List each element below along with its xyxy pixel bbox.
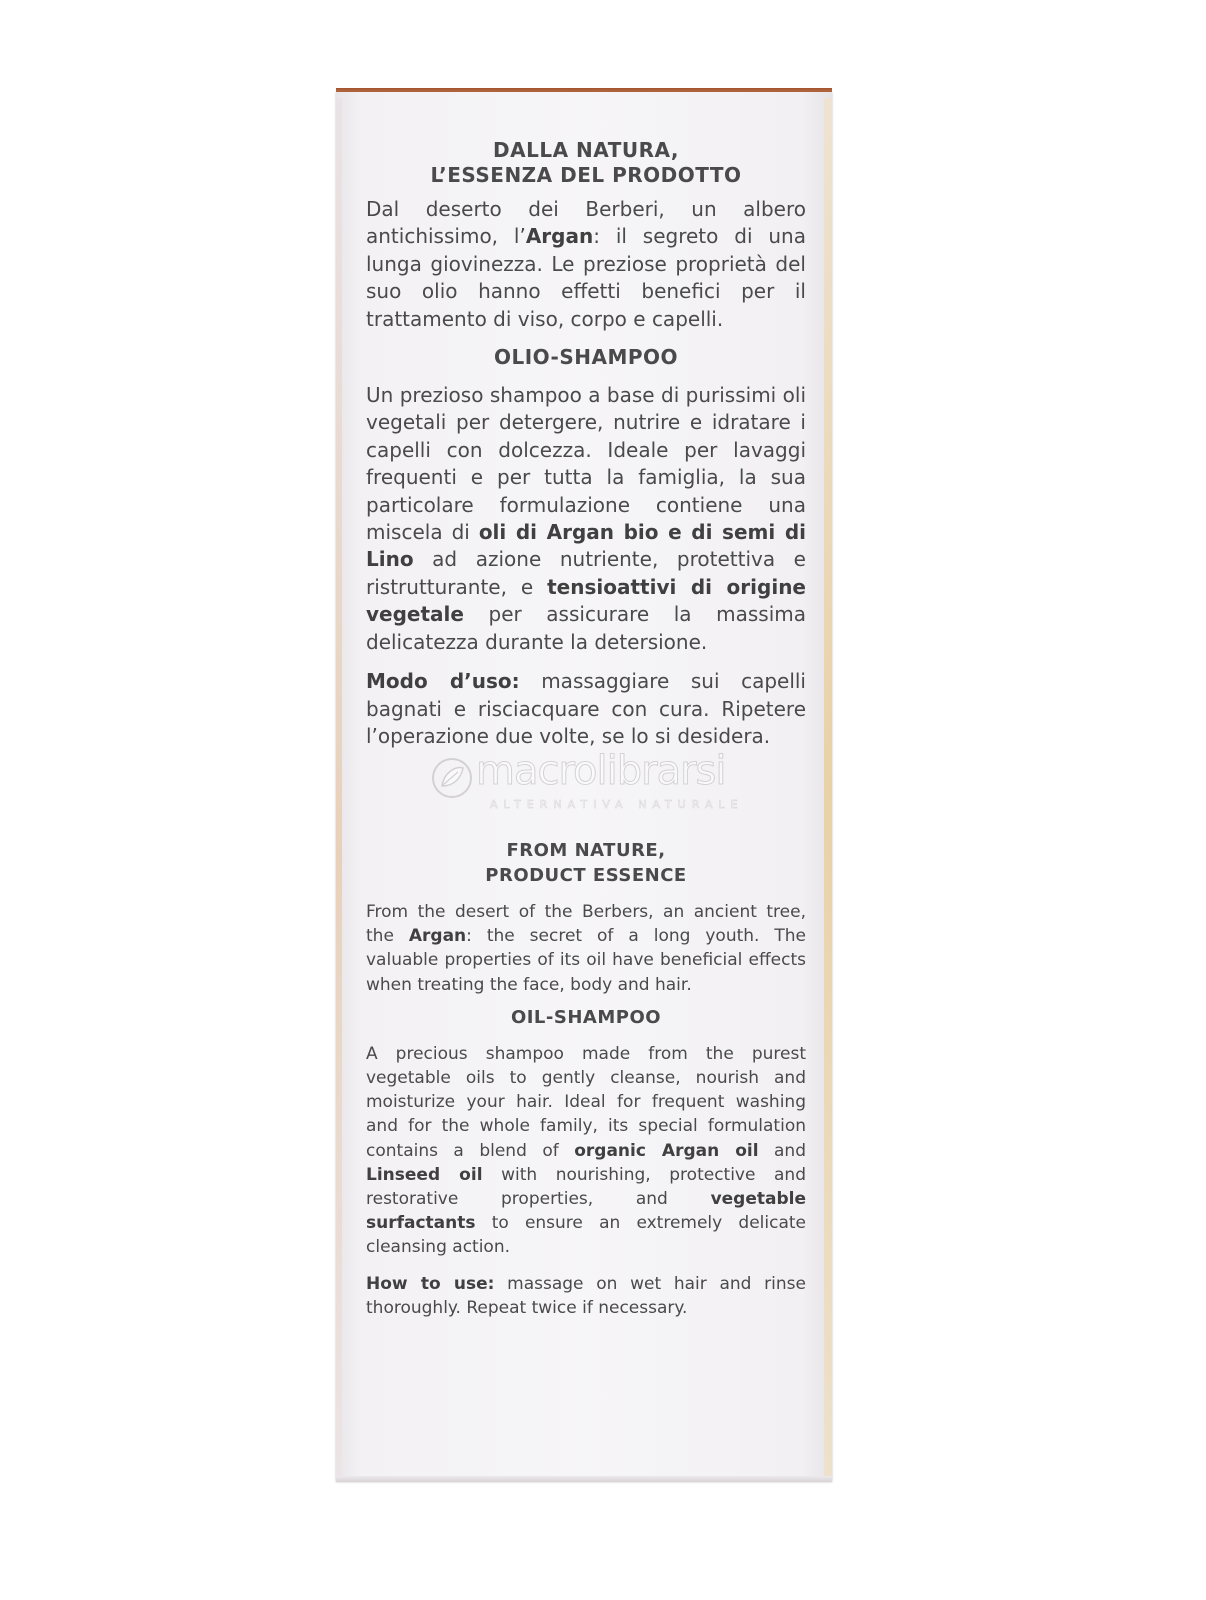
- box-bottom-edge: [336, 1476, 832, 1482]
- italian-intro-text-2: : il segreto di una lunga giovinezza. Le preziose proprietà del suo olio hanno effetti benefici per il trattamento di viso, corpo e capelli.: [366, 224, 806, 331]
- italian-usage-text: massaggiare sui capelli bagnati e risciacquare con cura. Ripetere l’operazione due volte, se lo si desidera.: [366, 669, 806, 748]
- english-heading-nature: [366, 838, 806, 888]
- english-intro-bold-argan: Argan: [408, 926, 467, 947]
- italian-heading-line-2: L’ESSENZA DEL PRODOTTO: [430, 163, 742, 187]
- italian-desc-text-2: ad azione nutriente, protettiva e ristrutturante, e: [366, 547, 806, 599]
- italian-desc-text-3: per assicurare la massima delicatezza durante la detersione.: [366, 602, 806, 654]
- english-usage-label: How to use:: [366, 1273, 495, 1294]
- box-left-edge: [336, 98, 342, 1478]
- watermark-tagline: ALTERNATIVA NATURALE: [490, 798, 744, 811]
- italian-intro-bold-argan: Argan: [525, 224, 594, 249]
- leaf-logo-icon: [430, 756, 474, 800]
- italian-usage-label: Modo d’uso:: [366, 669, 520, 694]
- italian-intro-text-1: Dal deserto dei Berberi, un albero antichissimo, l’: [366, 197, 806, 249]
- italian-description-paragraph: [366, 382, 806, 656]
- english-heading-line-1: FROM NATURE,: [506, 840, 666, 861]
- english-desc-text-2: and: [758, 1140, 806, 1161]
- italian-usage-paragraph: [366, 668, 806, 750]
- watermark-brand: macrolibrarsi: [476, 748, 726, 794]
- english-desc-text-4: to ensure an extremely delicate cleansing action.: [366, 1213, 806, 1258]
- macrolibrarsi-watermark: [410, 748, 790, 818]
- english-desc-bold-argan-oil: organic Argan oil: [574, 1140, 759, 1161]
- italian-heading-line-1: DALLA NATURA,: [493, 138, 679, 162]
- english-description-paragraph: [366, 1042, 806, 1260]
- english-text-block: [366, 838, 806, 1320]
- box-right-edge: [824, 98, 832, 1478]
- italian-text-block: [366, 138, 806, 750]
- italian-desc-text-1: Un prezioso shampoo a base di purissimi oli vegetali per detergere, nutrire e idratare i capelli con dolcezza. Ideale per lavaggi frequenti e per tutta la famiglia, la sua particolare formulazione contiene una miscela di: [366, 383, 806, 545]
- italian-desc-bold-oils: oli di Argan bio e di semi di Lino: [366, 520, 806, 572]
- english-desc-bold-surfactants: vegetable surfactants: [366, 1189, 806, 1234]
- english-usage-paragraph: [366, 1272, 806, 1320]
- english-intro-text-1: From the desert of the Berbers, an ancient tree, the: [366, 902, 806, 947]
- english-desc-bold-linseed-oil: Linseed oil: [366, 1164, 483, 1185]
- english-heading-oil-shampoo: OIL-SHAMPOO: [510, 1006, 662, 1028]
- english-heading-line-2: PRODUCT ESSENCE: [485, 865, 687, 886]
- italian-heading-nature: [366, 138, 806, 188]
- english-intro-paragraph: [366, 900, 806, 997]
- english-intro-text-2: : the secret of a long youth. The valuable properties of its oil have beneficial effects when treating the face, body and hair.: [366, 926, 807, 995]
- italian-heading-olio-shampoo: OLIO-SHAMPOO: [493, 345, 679, 370]
- italian-intro-paragraph: [366, 196, 806, 333]
- italian-desc-bold-surfactants: tensioattivi di origine vegetale: [366, 574, 806, 627]
- english-desc-text-3: with nourishing, protective and restorative properties, and: [366, 1164, 806, 1210]
- english-desc-text-1: A precious shampoo made from the purest vegetable oils to gently cleanse, nourish and moisturize your hair. Ideal for frequent washing and for the whole family, its special formulation contains a blend of: [366, 1043, 806, 1161]
- english-usage-text: massage on wet hair and rinse thoroughly. Repeat twice if necessary.: [366, 1273, 806, 1318]
